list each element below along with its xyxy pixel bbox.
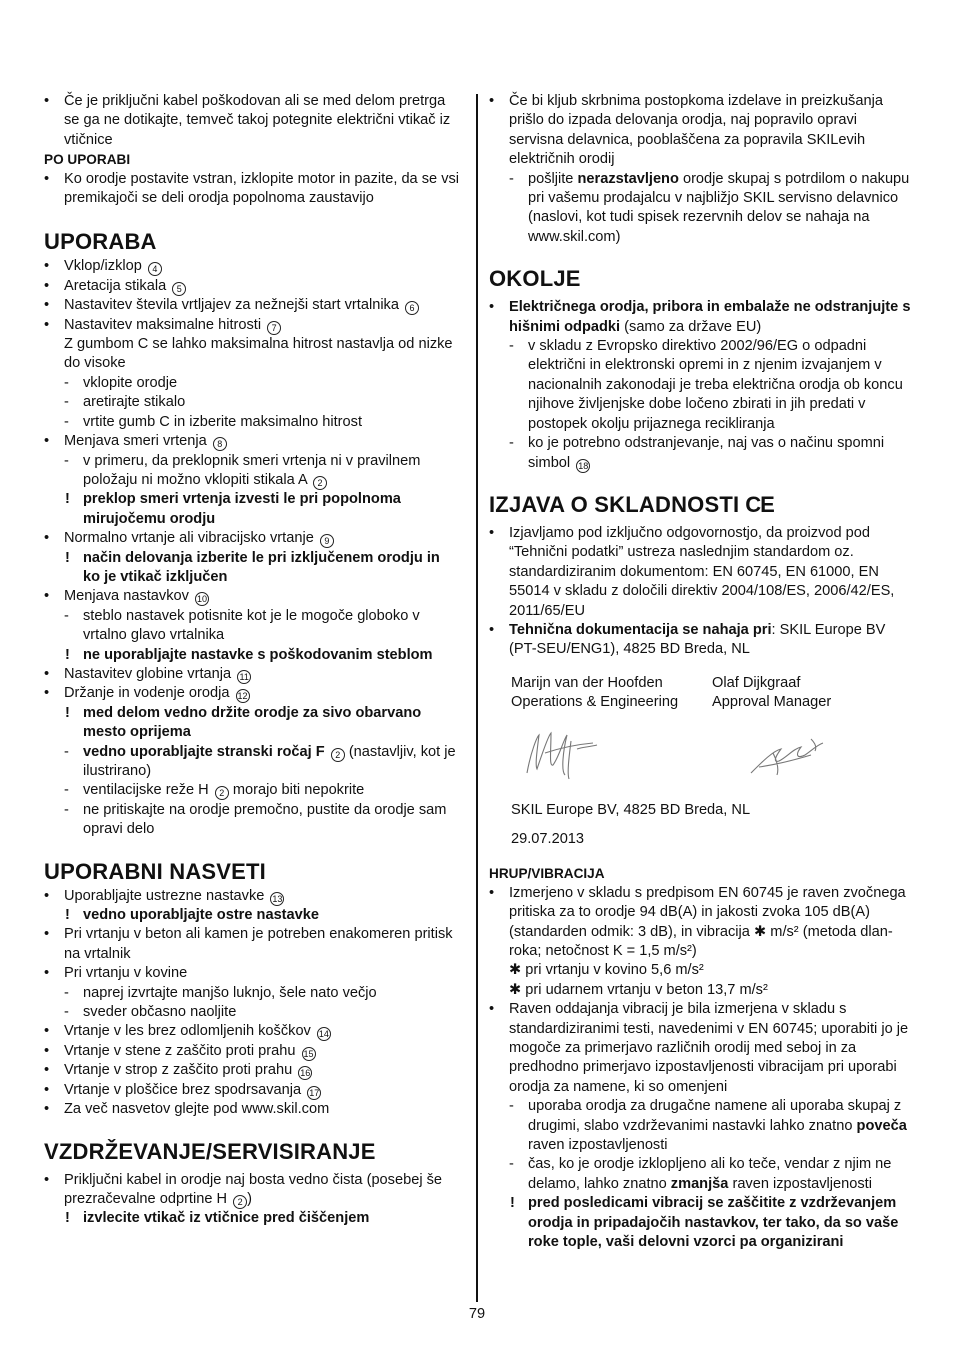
right-column [489, 92, 913, 1253]
figure-ref: 6 [405, 301, 419, 315]
section-heading-okolje: OKOLJE [489, 266, 581, 292]
section-heading-izjava: IZJAVA O SKLADNOSTI CE [489, 491, 774, 517]
dash-item: - ko je potrebno odstranjevanje, naj vas o načinu spomni simbol 18 [489, 434, 913, 473]
list-item: • Uporabljajte ustrezne nastavke 13 [44, 887, 460, 906]
list-item: • Vrtanje v ploščice brez spodrsavanja 17 [44, 1081, 460, 1100]
warning-item: ! način delovanja izberite le pri izključenem orodju in ko je vtikač izključen [44, 549, 460, 588]
figure-ref: 17 [309, 1087, 320, 1098]
dash-item: - vklopite orodje [44, 374, 460, 393]
section-subheading-po-uporabi: PO UPORABI [44, 152, 131, 168]
list-item: • Če je priključni kabel poškodovan ali se med delom pretrga se ga ne dotikajte, temveč takoj potegnite električni vtikač iz vtičnice [44, 92, 460, 150]
list-item: • Ko orodje postavite vstran, izklopite motor in pazite, da se vsi premikajoči se deli orodja popolnoma zaustavijo [44, 170, 460, 209]
list-item: • Tehnična dokumentacija se nahaja pri: SKIL Europe BV (PT-SEU/ENG1), 4825 BD Breda, NL [489, 621, 913, 660]
list-item: • Menjava nastavkov 10 [44, 587, 460, 606]
list-item: • Menjava smeri vrtenja 8 [44, 432, 460, 451]
dash-item: - v primeru, da preklopnik smeri vrtenja ni v pravilnem položaju ni možno vklopiti stikala A 2 [44, 452, 460, 491]
dash-item: - čas, ko je orodje izklopljeno ali ko teče, vendar z njim ne delamo, lahko znatno zmanjša raven izpostavljenosti [489, 1155, 913, 1194]
figure-ref: 2 [331, 748, 345, 762]
list-item: • Držanje in vodenje orodja 12 [44, 684, 460, 703]
list-item: • Vrtanje v strop z zaščito proti prahu 16 [44, 1061, 460, 1080]
section-heading-uporaba: UPORABA [44, 229, 157, 255]
signatory-2: Olaf Dijkgraaf Approval Manager [712, 674, 832, 711]
warning-item: ! pred posledicami vibracij se zaščitite z vzdrževanjem orodja in pripadajočih nastavkov, ter tako, da so vaše roke tople, vaši delovni vzorci pa organizirani [489, 1194, 913, 1252]
section-subheading-hrup: HRUP/VIBRACIJA [489, 866, 605, 882]
figure-ref: 7 [267, 321, 281, 335]
asterisk-icon: ✱ [509, 962, 522, 979]
dash-item: - uporaba orodja za drugačne namene ali uporaba skupaj z drugimi, slabo vzdrževanimi nastavki lahko znatno poveča raven izpostavljenosti [489, 1097, 913, 1155]
dash-item: - ne pritiskajte na orodje premočno, pustite da orodje sam opravi delo [44, 801, 460, 840]
figure-ref: 13 [272, 893, 283, 904]
section-heading-vzdrzevanje: VZDRŽEVANJE/SERVISIRANJE [44, 1138, 376, 1164]
address: SKIL Europe BV, 4825 BD Breda, NL [511, 801, 751, 818]
section-heading-uporabni-nasveti: UPORABNI NASVETI [44, 858, 266, 884]
column-divider [476, 94, 478, 1302]
list-item: • Če bi kljub skrbnima postopkoma izdelave in preizkušanja prišlo do izpada delovanja orodja, naj popravilo opravi servisna delavnica, pooblaščena za popravila SKILevih električnih orodij [489, 92, 913, 170]
warning-item: ! izvlecite vtikač iz vtičnice pred čiščenjem [44, 1209, 460, 1228]
signature-images [511, 721, 911, 791]
figure-ref: 8 [213, 437, 227, 451]
figure-ref: 5 [172, 282, 186, 296]
figure-ref: 9 [320, 534, 334, 548]
figure-ref: 2 [233, 1195, 247, 1209]
list-item-continuation: Z gumbom C se lahko maksimalna hitrost nastavlja od nizke do visoke [64, 336, 453, 372]
list-item: • Izjavljamo pod izključno odgovornostjo, da proizvod pod “Tehnični podatki” ustreza naslednjim standardom oz. standardiziranim dokumentom: EN 60745, EN 61000, EN 55014 v skladu z določili direktiv 2004/108/ES, 2006/42/ES, 2011/65/EU [489, 524, 913, 621]
dash-item: - naprej izvrtajte manjšo luknjo, šele nato večjo [44, 984, 460, 1003]
dash-item: - steblo nastavek potisnite kot je le mogoče globoko v vrtalno glavo vrtalnika [44, 607, 460, 646]
signature-2 [751, 739, 823, 775]
list-item: • Izmerjeno v skladu s predpisom EN 60745 je raven zvočnega pritiska za to orodje 94 dB(A) in jakosti zvoka 105 dB(A) (standarden odmik: 3 dB), in vibracija ✱ m/s² (metoda dlan-roka; netočnost K = 1,5 m/s²) ✱ pri vrtanju v kovino 5,6 m/s² ✱ pri udarnem vrtanju v beton 13,7 m/s² [489, 884, 913, 1000]
list-item: • Raven oddajanja vibracij je bila izmerjena v skladu s standardiziranimi testi, navedenimi v EN 60745; uporabiti jo je mogoče za primerjavo različnih orodij med seboj in za predhodno primerjavo izpostavljenosti vibracijam pri uporabi orodja za namene, ki so omenjeni [489, 1000, 913, 1097]
signature-1 [527, 733, 597, 779]
asterisk-icon: ✱ [509, 981, 522, 998]
list-item: • Nastavitev maksimalne hitrosti 7 [44, 316, 460, 335]
list-item: • Vrtanje v stene z zaščito proti prahu 15 [44, 1042, 460, 1061]
warning-item: ! vedno uporabljajte ostre nastavke [44, 906, 460, 925]
dash-item: - ventilacijske reže H 2 morajo biti nepokrite [44, 781, 460, 800]
signatory-table [511, 674, 913, 713]
signatory-1: Marijn van der Hoofden Operations & Engineering [511, 674, 679, 711]
dash-item: - aretirajte stikalo [44, 393, 460, 412]
list-item: • Za več nasvetov glejte pod www.skil.com [44, 1100, 460, 1119]
dash-item: - v skladu z Evropsko direktivo 2002/96/EG o odpadni električni in elektronski opremi in z njenim izvajanjem v nacionalnih zakonodaji je treba električna orodja ob koncu njihove življenjske dobe ločeno zbirati in jih predati v postopek okolju prijaznega recikliranja [489, 337, 913, 434]
signatures [511, 721, 913, 791]
list-item: • Pri vrtanju v kovine [44, 964, 460, 983]
list-item: • Aretacija stikala 5 [44, 277, 460, 296]
figure-ref: 15 [303, 1048, 314, 1059]
figure-ref: 4 [148, 262, 162, 276]
list-item: • Pri vrtanju v beton ali kamen je potreben enakomeren pritisk na vrtalnik [44, 925, 460, 964]
list-item: • Priključni kabel in orodje naj bosta vedno čista (posebej še prezračevalne odprtine H 2 ) [44, 1171, 460, 1210]
figure-ref: 10 [196, 594, 207, 605]
dash-item: - vrtite gumb C in izberite maksimalno hitrost [44, 413, 460, 432]
list-item: • Vklop/izklop 4 [44, 257, 460, 276]
list-item: • Nastavitev globine vrtanja 11 [44, 665, 460, 684]
ce-mark: CE [745, 491, 774, 517]
figure-ref: 2 [215, 786, 229, 800]
figure-ref: 2 [313, 476, 327, 490]
page-number: 79 [468, 1306, 486, 1322]
warning-item: ! med delom vedno držite orodje za sivo obarvano mesto oprijema [44, 704, 460, 743]
figure-ref: 12 [237, 691, 248, 702]
list-item: • Normalno vrtanje ali vibracijsko vrtanje 9 [44, 529, 460, 548]
warning-item: ! preklop smeri vrtenja izvesti le pri popolnoma mirujočemu orodju [44, 490, 460, 529]
left-column [44, 92, 460, 1229]
list-item: • Nastavitev števila vrtljajev za nežnejši start vrtalnika 6 [44, 296, 460, 315]
list-item: • Vrtanje v les brez odlomljenih koščkov 14 [44, 1022, 460, 1041]
dash-item: - pošljite nerazstavljeno orodje skupaj s potrdilom o nakupu pri vašemu prodajalcu v najbližjo SKIL servisno delavnico (naslovi, kot tudi spisek rezervnih delov se nahaja na www.skil.com) [489, 170, 913, 248]
figure-ref: 18 [578, 460, 589, 471]
dash-item: - sveder občasno naoljite [44, 1003, 460, 1022]
list-item: • Električnega orodja, pribora in embalaže ne odstranjujte s hišnimi odpadki (samo za države EU) [489, 298, 913, 337]
warning-item: ! ne uporabljajte nastavke s poškodovanim steblom [44, 646, 460, 665]
asterisk-icon: ✱ [753, 923, 767, 940]
date: 29.07.2013 [511, 830, 585, 847]
figure-ref: 16 [300, 1068, 311, 1079]
figure-ref: 14 [318, 1029, 329, 1040]
dash-item: - vedno uporabljajte stranski ročaj F 2 (nastavljiv, kot je ilustrirano) [44, 743, 460, 782]
figure-ref: 11 [237, 670, 251, 684]
